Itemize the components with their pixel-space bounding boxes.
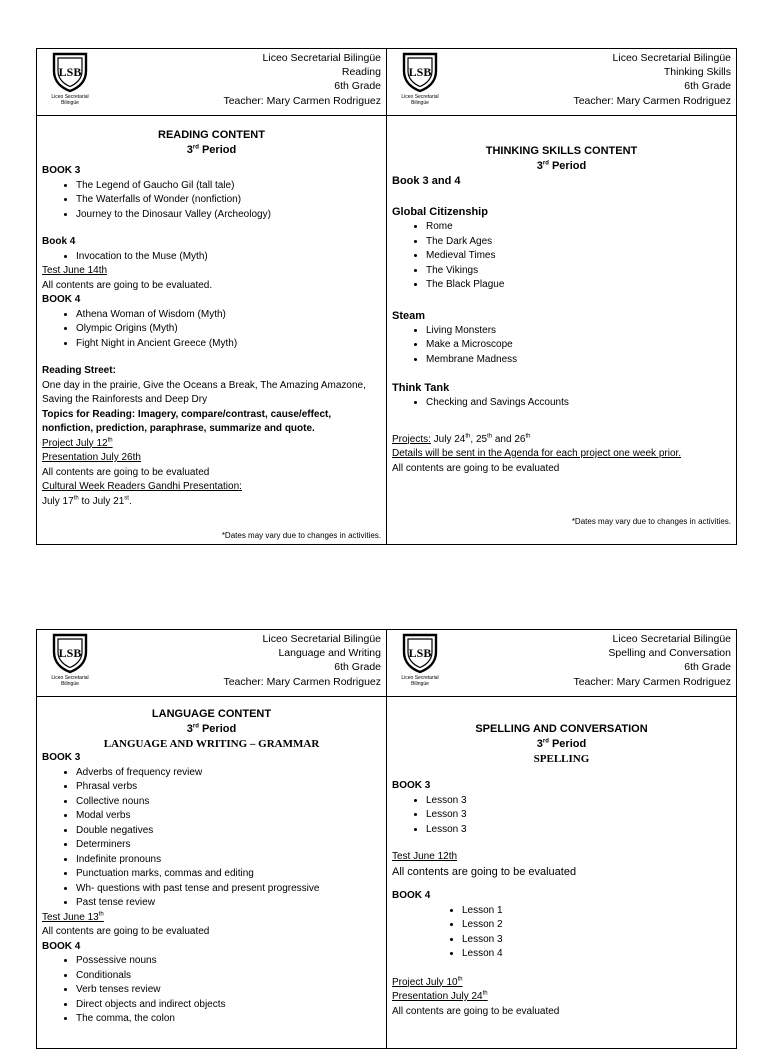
list-item: • Indefinite pronouns	[76, 853, 381, 868]
language-card	[36, 629, 387, 1049]
card-header	[387, 630, 736, 697]
book4-label: Book 4	[42, 236, 76, 247]
card-body	[387, 697, 736, 1048]
cultural-week: Cultural Week Readers Gandhi Presentation:	[42, 481, 242, 492]
section-subtitle: LANGUAGE AND WRITING – GRAMMAR	[103, 738, 320, 750]
list-item: • Modal verbs	[76, 809, 381, 824]
book3-list	[42, 766, 381, 911]
list-item: • Medieval Times	[426, 249, 731, 264]
grade: 6th Grade	[684, 80, 731, 93]
list-item: • Past tense review	[76, 896, 381, 911]
book4-label: BOOK 4	[392, 890, 431, 901]
presentation-date: Presentation July 24th	[392, 990, 488, 1002]
evaluated-note: All contents are going to be evaluated	[392, 462, 560, 474]
list-item: • The Vikings	[426, 264, 731, 279]
card-header	[387, 49, 736, 116]
topics: Topics for Reading: Imagery, compare/contrast, cause/effect, nonfiction, prediction, paraphrase, summarize and quote.	[42, 408, 332, 434]
think-tank-label: Think Tank	[392, 382, 450, 394]
header-info	[573, 51, 731, 108]
svg-text:LSB: LSB	[58, 646, 82, 660]
school-logo	[395, 51, 445, 111]
evaluated-note: All contents are going to be evaluated	[392, 865, 577, 878]
evaluated-note: All contents are going to be evaluated	[42, 466, 210, 478]
list-item: • Lesson 2	[462, 918, 731, 933]
grade: 6th Grade	[334, 661, 381, 674]
logo-caption: Liceo Secretarial Bilingüe	[51, 94, 89, 106]
school-name: Liceo Secretarial Bilingüe	[262, 633, 381, 645]
steam-label: Steam	[392, 309, 426, 322]
dates-note: *Dates may vary due to changes in activities.	[571, 517, 731, 526]
books-label: Book 3 and 4	[392, 175, 461, 187]
book4-list	[392, 904, 731, 962]
book4b-label: BOOK 4	[42, 294, 81, 305]
list-item: • Athena Woman of Wisdom (Myth)	[76, 308, 381, 323]
list-item: • Direct objects and indirect objects	[76, 998, 381, 1013]
book3-list	[42, 179, 381, 223]
shield-icon	[50, 632, 90, 674]
period: 3rd Period	[536, 160, 587, 172]
list-item: • Adverbs of frequency review	[76, 766, 381, 781]
section-title: SPELLING AND CONVERSATION	[475, 723, 648, 735]
card-header	[37, 630, 386, 697]
card-body	[387, 116, 736, 544]
period: 3rd Period	[186, 723, 237, 735]
teacher: Teacher: Mary Carmen Rodriguez	[573, 675, 731, 688]
list-item: • Fight Night in Ancient Greece (Myth)	[76, 337, 381, 352]
test-date: Test June 12th	[392, 851, 458, 862]
book3-list	[392, 794, 731, 838]
list-item: • The Waterfalls of Wonder (nonfiction)	[76, 193, 381, 208]
list-item: • The Black Plague	[426, 278, 731, 293]
spelling-card	[386, 629, 737, 1049]
reading-street-text: One day in the prairie, Give the Oceans a Break, The Amazing Amazone, Saving the Rainforests and Deep Dry	[42, 379, 366, 405]
list-item: • Collective nouns	[76, 795, 381, 810]
reading-street-label: Reading Street:	[42, 365, 116, 376]
list-item: • Make a Microscope	[426, 338, 731, 353]
book3-label: BOOK 3	[42, 165, 81, 176]
grade: 6th Grade	[684, 661, 731, 674]
details-note: Details will be sent in the Agenda for each project one week prior.	[392, 448, 682, 459]
list-item: • Wh- questions with past tense and present progressive	[76, 882, 381, 897]
list-item: • Lesson 3	[426, 808, 731, 823]
list-item: • Lesson 4	[462, 947, 731, 962]
book3-label: BOOK 3	[42, 752, 81, 763]
svg-text:LSB: LSB	[58, 65, 82, 79]
list-item: • Checking and Savings Accounts	[426, 396, 731, 411]
list-item: • Double negatives	[76, 824, 381, 839]
book4b-list	[42, 308, 381, 352]
section-title: READING CONTENT	[158, 129, 265, 141]
list-item: • Lesson 3	[426, 823, 731, 838]
teacher: Teacher: Mary Carmen Rodriguez	[223, 94, 381, 107]
section-subtitle: SPELLING	[533, 753, 590, 765]
list-item: • Lesson 3	[426, 794, 731, 809]
list-item: • Rome	[426, 220, 731, 235]
subject-name: Thinking Skills	[663, 66, 731, 79]
list-item: • Living Monsters	[426, 324, 731, 339]
thinking-card	[386, 48, 737, 545]
school-logo	[45, 632, 95, 692]
card-body	[37, 116, 386, 544]
subject-name: Language and Writing	[278, 647, 381, 660]
list-item: • Punctuation marks, commas and editing	[76, 867, 381, 882]
header-info	[223, 51, 381, 108]
list-item: • Phrasal verbs	[76, 780, 381, 795]
teacher: Teacher: Mary Carmen Rodriguez	[573, 94, 731, 107]
list-item: • The Dark Ages	[426, 235, 731, 250]
shield-icon	[50, 51, 90, 93]
cultural-dates: July 17th to July 21st.	[42, 495, 132, 507]
book4-label: BOOK 4	[42, 940, 81, 952]
project-date: Project July 12th	[42, 437, 113, 449]
list-item: • Lesson 1	[462, 904, 731, 919]
section-title: THINKING SKILLS CONTENT	[485, 145, 638, 157]
grade: 6th Grade	[334, 80, 381, 93]
school-name: Liceo Secretarial Bilingüe	[262, 52, 381, 64]
list-item: • The comma, the colon	[76, 1012, 381, 1027]
test-date: Test June 14th	[42, 265, 108, 276]
card-body	[37, 697, 386, 1048]
school-logo	[45, 51, 95, 111]
steam-list	[392, 324, 731, 368]
global-citizenship-label: Global Citizenship	[392, 206, 488, 218]
list-item: • Conditionals	[76, 969, 381, 984]
period: 3rd Period	[536, 738, 587, 750]
global-list	[392, 220, 731, 293]
list-item: • The Legend of Gaucho Gil (tall tale)	[76, 179, 381, 194]
book3-label: BOOK 3	[392, 780, 431, 791]
test-date: Test June 13th	[42, 911, 104, 923]
logo-caption: Liceo Secretarial Bilingüe	[401, 675, 439, 687]
subject-name: Reading	[341, 66, 381, 79]
list-item: • Membrane Madness	[426, 353, 731, 368]
presentation-date: Presentation July 26th	[42, 452, 141, 463]
header-info	[573, 632, 731, 689]
evaluated-note: All contents are going to be evaluated	[42, 926, 210, 937]
think-tank-list	[392, 396, 731, 411]
school-logo	[395, 632, 445, 692]
card-header	[37, 49, 386, 116]
school-name: Liceo Secretarial Bilingüe	[612, 52, 731, 64]
list-item: • Olympic Origins (Myth)	[76, 322, 381, 337]
list-item: • Invocation to the Muse (Myth)	[76, 250, 381, 265]
list-item: • Possessive nouns	[76, 954, 381, 969]
logo-caption: Liceo Secretarial Bilingüe	[401, 94, 439, 106]
projects-dates: Projects: July 24th, 25th and 26th	[392, 433, 531, 445]
project-date: Project July 10th	[392, 976, 463, 988]
dates-note: *Dates may vary due to changes in activities.	[221, 531, 381, 540]
school-name: Liceo Secretarial Bilingüe	[612, 633, 731, 645]
list-item: • Verb tenses review	[76, 983, 381, 998]
period: 3rd Period	[186, 144, 237, 156]
book4-list	[42, 250, 381, 265]
list-item: • Lesson 3	[462, 933, 731, 948]
subject-name: Spelling and Conversation	[608, 647, 731, 660]
list-item: • Journey to the Dinosaur Valley (Archeology)	[76, 208, 381, 223]
logo-caption: Liceo Secretarial Bilingüe	[51, 675, 89, 687]
section-title: LANGUAGE CONTENT	[151, 708, 272, 720]
evaluated-note: All contents are going to be evaluated	[392, 1005, 560, 1017]
shield-icon	[400, 51, 440, 93]
list-item: • Determiners	[76, 838, 381, 853]
evaluated-note: All contents are going to be evaluated.	[42, 279, 213, 291]
teacher: Teacher: Mary Carmen Rodriguez	[223, 675, 381, 688]
header-info	[223, 632, 381, 689]
shield-icon	[400, 632, 440, 674]
svg-text:LSB: LSB	[408, 65, 432, 79]
svg-text:LSB: LSB	[408, 646, 432, 660]
reading-card	[36, 48, 387, 545]
book4-list	[42, 954, 381, 1027]
